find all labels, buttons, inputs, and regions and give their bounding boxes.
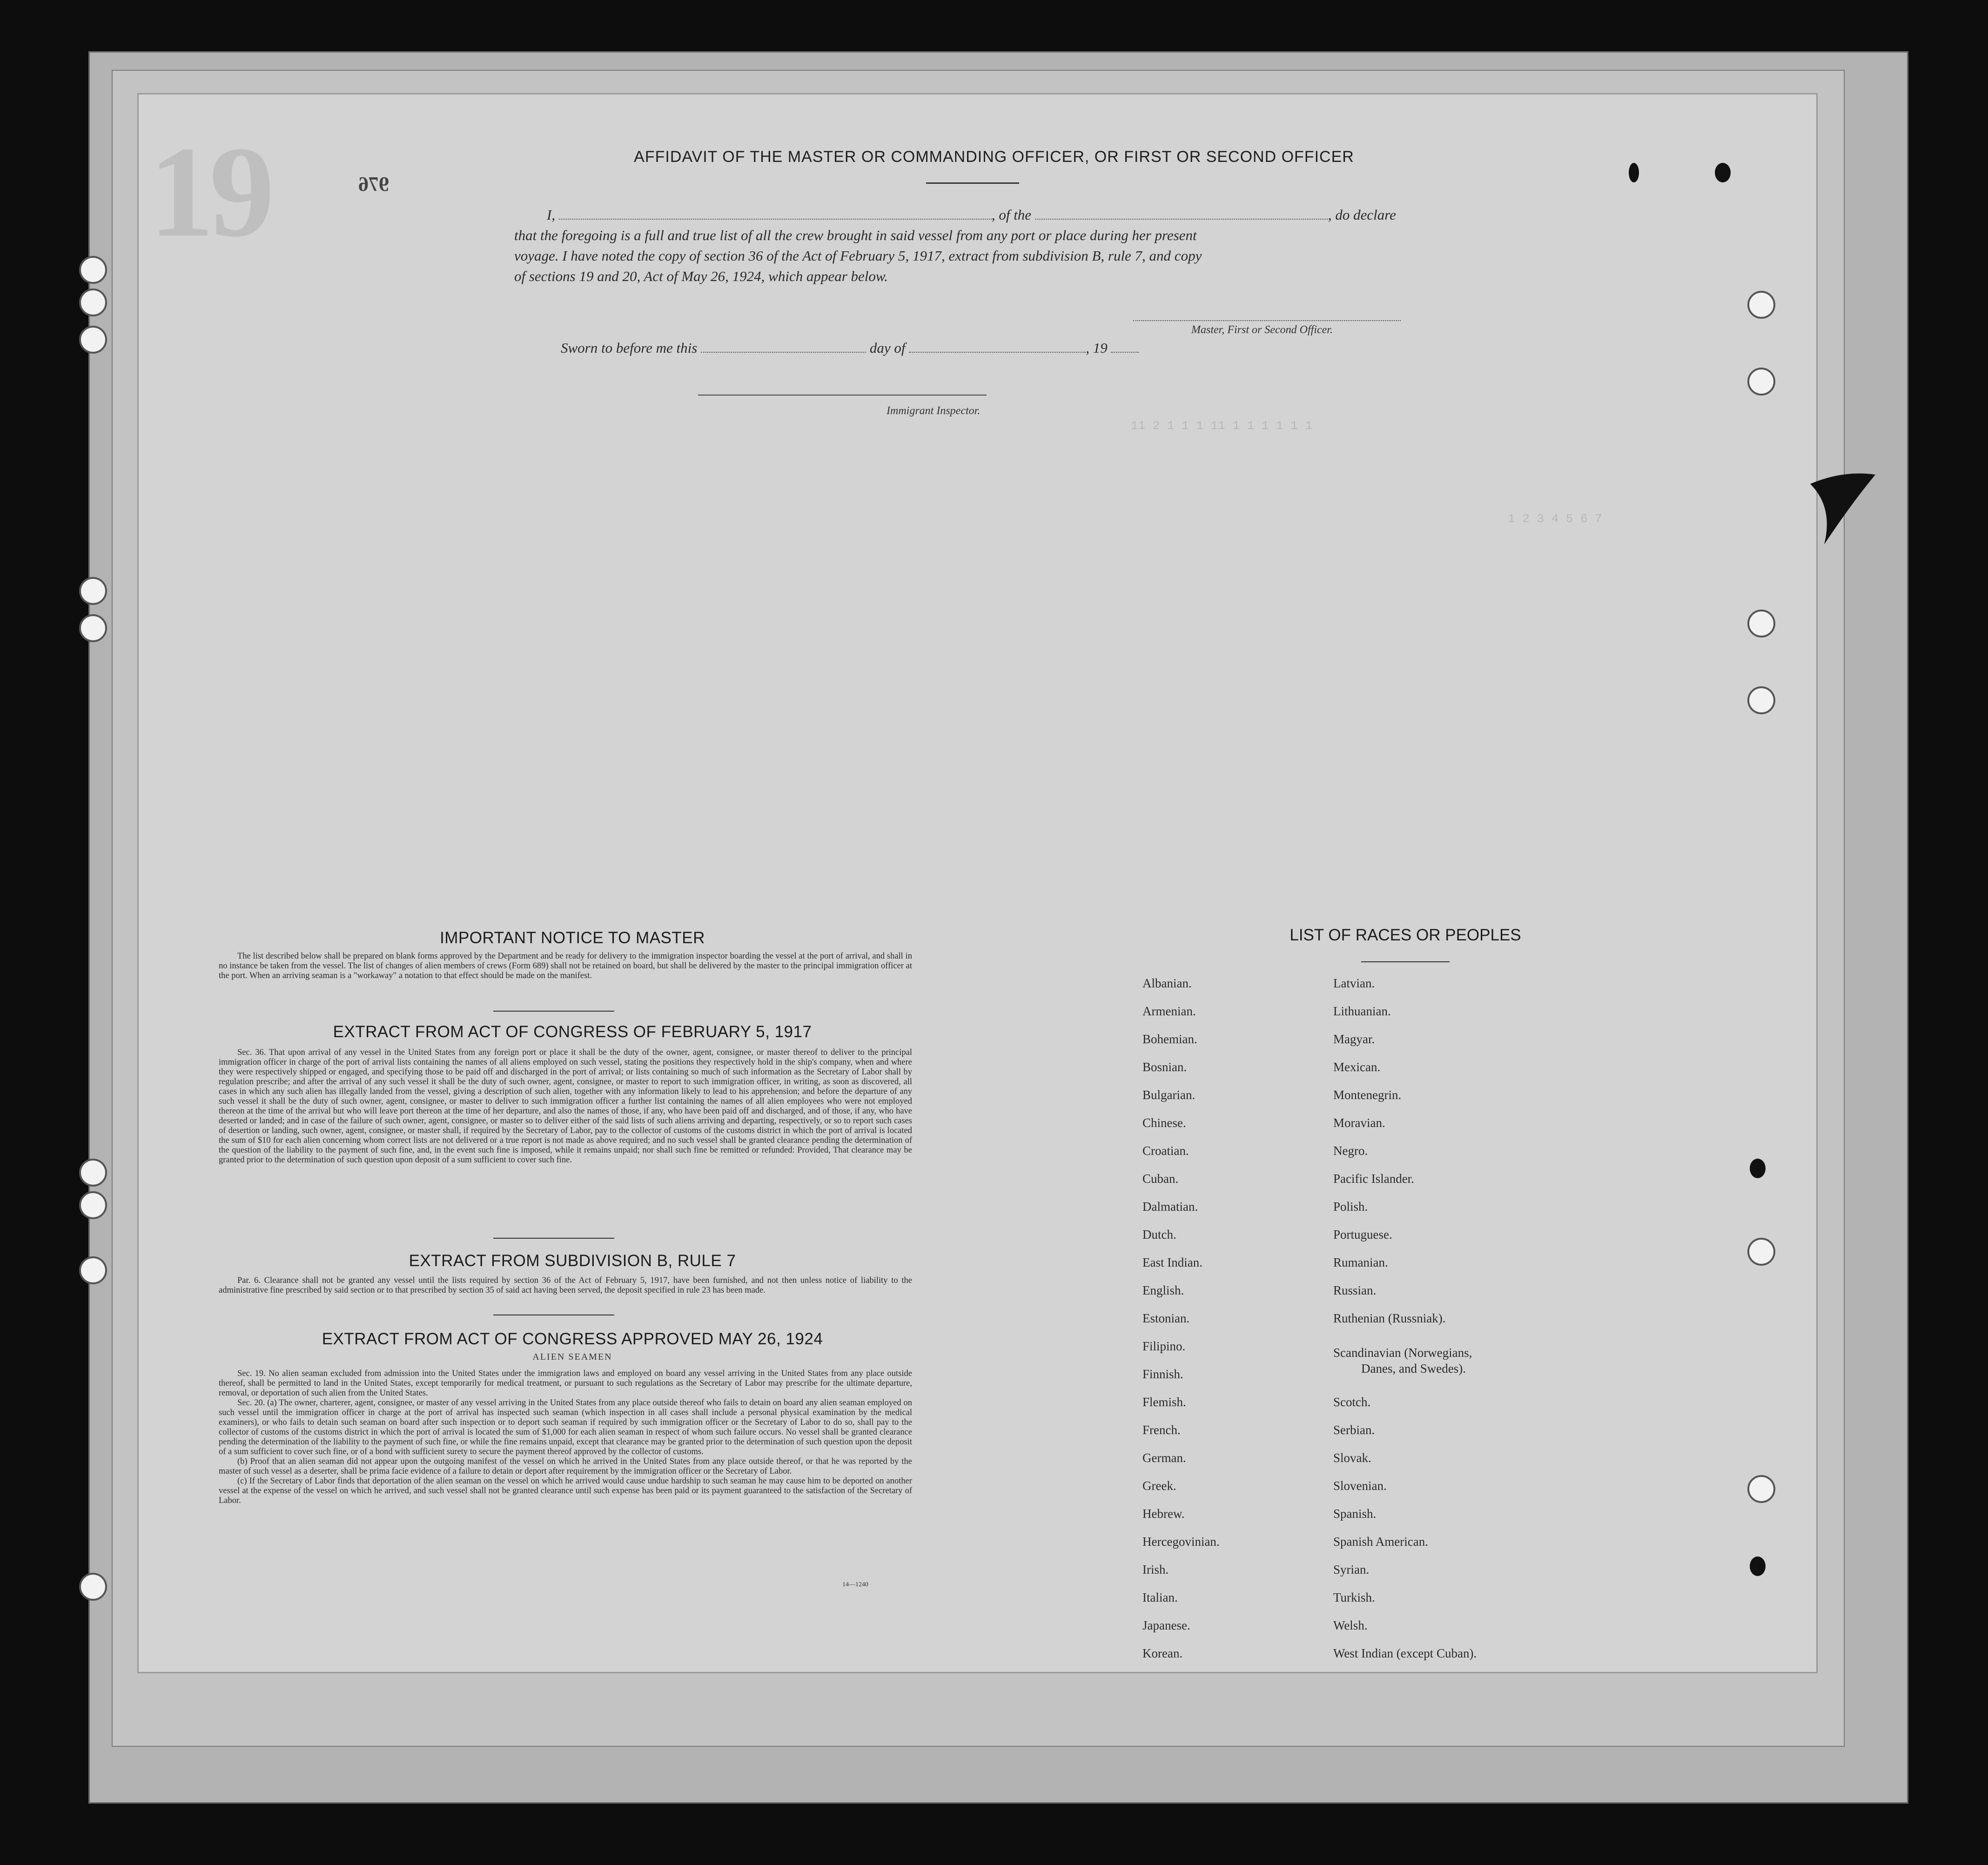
race-right: Magyar. — [1333, 1032, 1375, 1046]
extract-1924-title: EXTRACT FROM ACT OF CONGRESS APPROVED MAY 26, 1924 — [322, 1330, 823, 1348]
pen-scribble — [1806, 465, 1880, 549]
race-left: Cuban. — [1142, 1172, 1179, 1186]
race-right: Rumanian. — [1333, 1255, 1388, 1269]
race-right: Turkish. — [1333, 1590, 1375, 1604]
sec-20b-paragraph: (b) Proof that an alien seaman did not appear upon the outgoing manifest of the vessel on which he arrived in the United States from any place outside thereof, or that he was reported by the master of such vessel as a deserter, shall be prima facie evidence of a failure to detain or deport after requirement by the immigration officer or the Secretary of Labor. — [219, 1457, 912, 1476]
do-declare-label: , do declare — [1328, 207, 1396, 223]
race-right: Lithuanian. — [1333, 1004, 1391, 1018]
extract-1917-title: EXTRACT FROM ACT OF CONGRESS OF FEBRUARY 5, 1917 — [333, 1023, 812, 1041]
race-left: Bosnian. — [1142, 1060, 1187, 1074]
sworn-year-field[interactable] — [1111, 352, 1139, 353]
punch-hole — [79, 256, 107, 284]
bleed-through-text: 1 2 3 4 5 6 7 — [1508, 512, 1602, 526]
declaration-line-4: of sections 19 and 20, Act of May 26, 1924, which appear below. — [514, 268, 888, 284]
race-right: Polish. — [1333, 1200, 1368, 1214]
sworn-day-label: day of — [869, 340, 906, 356]
master-signature-caption: Master, First or Second Officer. — [1191, 324, 1333, 336]
sworn-line — [561, 340, 1139, 356]
race-right: Portuguese. — [1333, 1228, 1392, 1241]
sworn-year-label: , 19 — [1086, 340, 1108, 356]
race-right: Montenegrin. — [1333, 1088, 1402, 1102]
of-the-label: , of the — [991, 207, 1032, 223]
punch-hole — [79, 1191, 107, 1219]
race-left: Japanese. — [1142, 1618, 1190, 1632]
race-left: Chinese. — [1142, 1116, 1186, 1130]
race-right: Mexican. — [1333, 1060, 1381, 1074]
race-left: Korean. — [1142, 1646, 1183, 1660]
race-left: East Indian. — [1142, 1255, 1202, 1269]
race-left: Dutch. — [1142, 1228, 1176, 1241]
race-right: Syrian. — [1333, 1563, 1370, 1577]
race-right: Welsh. — [1333, 1618, 1368, 1632]
race-left: Armenian. — [1142, 1004, 1196, 1018]
extract-1924-body — [219, 1369, 912, 1506]
section-rule — [493, 1011, 614, 1012]
race-left: Bohemian. — [1142, 1032, 1197, 1046]
punch-hole — [79, 614, 107, 642]
race-right: Ruthenian (Russniak). — [1333, 1311, 1446, 1325]
punch-hole — [1747, 686, 1775, 714]
punch-hole — [79, 1159, 107, 1187]
race-right: West Indian (except Cuban). — [1333, 1646, 1477, 1660]
bleed-through-text: 11 2 1 1 1 11 1 1 1 1 1 1 — [1131, 419, 1313, 433]
extract-rule7-paragraph: Par. 6. Clearance shall not be granted any vessel until the lists required by section 36 of the Act of February 5, 1917, have been furnished, and not then unless notice of liability to the administrative fine prescribed by said section or to that prescribed by section 35 of said act having been served, the deposit specified in rule 23 has been made. — [219, 1276, 912, 1295]
declaration-line-3: voyage. I have noted the copy of section 36 of the Act of February 5, 1917, extract from subdivision B, rule 7, and copy — [514, 248, 1202, 264]
races-title: LIST OF RACES OR PEOPLES — [1290, 926, 1521, 944]
race-left: Irish. — [1142, 1563, 1169, 1577]
stamp-number: 976 — [358, 173, 389, 195]
race-left: Italian. — [1142, 1590, 1178, 1604]
race-right: Spanish. — [1333, 1507, 1377, 1521]
race-right: Moravian. — [1333, 1116, 1385, 1130]
race-right: Serbian. — [1333, 1423, 1375, 1437]
punch-hole — [1747, 1238, 1775, 1266]
declaration-line-1 — [514, 205, 1433, 225]
title-rule — [926, 182, 1019, 184]
important-notice-body — [219, 952, 912, 981]
race-right: Scandinavian (Norwegians, — [1333, 1346, 1472, 1360]
punch-hole — [79, 288, 107, 316]
punch-hole — [79, 1256, 107, 1284]
alien-seamen-subtitle: ALIEN SEAMEN — [532, 1352, 612, 1362]
punch-hole-dark — [1750, 1159, 1766, 1178]
race-right: Russian. — [1333, 1283, 1377, 1297]
sworn-month-field[interactable] — [909, 352, 1086, 353]
race-right: Slovak. — [1333, 1451, 1371, 1465]
race-left: Greek. — [1142, 1479, 1176, 1493]
bleed-through-number: 19 — [149, 119, 270, 264]
extract-rule7-title: EXTRACT FROM SUBDIVISION B, RULE 7 — [409, 1252, 736, 1270]
name-field[interactable] — [559, 219, 992, 220]
punch-hole — [1747, 1475, 1775, 1503]
race-left: Croatian. — [1142, 1144, 1189, 1158]
race-right: Slovenian. — [1333, 1479, 1387, 1493]
race-left: Bulgarian. — [1142, 1088, 1195, 1102]
race-right: Spanish American. — [1333, 1535, 1428, 1549]
punch-hole — [79, 1573, 107, 1601]
punch-hole — [79, 577, 107, 605]
important-notice-paragraph: The list described below shall be prepared on blank forms approved by the Department and be ready for delivery to the immigration inspector boarding the vessel at the port of arrival, and shall in no instance be taken from the vessel. The list of changes of alien members of crews (Form 689) shall not be retained on board, but shall be delivered by the master to the principal immigration officer at the port. When an arriving seaman is a "workaway" a notation to that effect should be made on the manifest. — [219, 952, 912, 980]
vessel-field[interactable] — [1035, 219, 1328, 220]
print-code: 14—1240 — [842, 1581, 868, 1588]
race-left: German. — [1142, 1451, 1186, 1465]
declaration-line-2: that the foregoing is a full and true list of all the crew brought in said vessel from any port or place during her present — [514, 227, 1197, 243]
punch-hole — [79, 326, 107, 354]
race-right: Negro. — [1333, 1144, 1368, 1158]
important-notice-title: IMPORTANT NOTICE TO MASTER — [440, 929, 705, 947]
extract-1917-body — [219, 1048, 912, 1165]
race-left: Filipino. — [1142, 1339, 1186, 1353]
sec-20c-paragraph: (c) If the Secretary of Labor finds that deportation of the alien seaman on the vessel on which he arrived would cause undue hardship to such seaman he may cause him to be deported on another vessel at the expense of the vessel on which he arrived, and such vessel shall not be granted clearance until such expense has been paid or its payment guaranteed to the satisfaction of the Secretary of Labor. — [219, 1476, 912, 1505]
inspector-caption: Immigrant Inspector. — [887, 405, 981, 417]
sworn-day-field[interactable] — [701, 352, 866, 353]
punch-hole — [1747, 610, 1775, 637]
sworn-prefix: Sworn to before me this — [561, 340, 698, 356]
sec-19-paragraph: Sec. 19. No alien seaman excluded from admission into the United States under the immigration laws and employed on board any vessel arriving in the United States from any place outside thereof, shall be permitted to land in the United States, except temporarily for medical treatment, or pursuant to such regulations as the Secretary of Labor may prescribe for the ultimate departure, removal, or deportation of such alien from the United States. — [219, 1369, 912, 1398]
punch-hole-dark — [1750, 1556, 1766, 1576]
race-right: Latvian. — [1333, 976, 1375, 990]
race-left: Flemish. — [1142, 1395, 1186, 1409]
race-left: Hercegovinian. — [1142, 1535, 1220, 1549]
races-title-rule — [1361, 961, 1450, 962]
extract-1917-paragraph: Sec. 36. That upon arrival of any vessel in the United States from any foreign port or place it shall be the duty of the owner, agent, consignee, or master thereof to deliver to the principal immigration officer in charge of the port of arrival lists containing the names of all aliens employed on such vessel, stating the positions they respectively hold in the ship's company, when and where they were respectively shipped or engaged, and specifying those to be paid off and discharged in the port of arrival; or lists containing so much of such information as the Secretary of Labor shall by regulation prescribe; and after the arrival of any such vessel it shall be the duty of such owner, agent, consignee, or master to report to such immigration officer, in writing, as soon as discovered, all cases in which any such alien has illegally landed from the vessel, giving a description of such alien, together with any information likely to lead to his apprehension; and before the departure of any such vessel it shall be the duty of such owner, agent, consignee, or master to deliver to such immigration officer a further list containing the names of all alien employees who were not employed thereon at the time of the arrival but who will leave port thereon at the time of her departure, and also the names of those, if any, who have been paid off and discharged, and of those, if any, who have deserted or landed; and in case of the failure of such owner, agent, consignee, or master so to deliver either of the said lists of such aliens arriving and departing, respectively, or so to report such cases of desertion or landing, such owner, agent, consignee, or master shall, if required by the Secretary of Labor, pay to the collector of customs of the customs district in which the port of arrival is located the sum of $10 for each alien concerning whom correct lists are not delivered or a true report is not made as above required; and no such vessel shall be granted clearance pending the determination of the question of the liability to the payment of such fine, and, in the event such fine is imposed, while it remains unpaid; nor shall such fine be remitted or refunded: Provided, That clearance may be granted prior to the determination of such question upon deposit of a sum sufficient to cover such fine. — [219, 1048, 912, 1165]
race-right: Scotch. — [1333, 1395, 1371, 1409]
race-left: Dalmatian. — [1142, 1200, 1198, 1214]
extract-rule7-body — [219, 1276, 912, 1295]
race-left: Finnish. — [1142, 1367, 1183, 1381]
race-left: French. — [1142, 1423, 1181, 1437]
punch-hole — [1747, 368, 1775, 396]
inspector-signature-line[interactable] — [698, 395, 987, 396]
race-left: Hebrew. — [1142, 1507, 1185, 1521]
punch-hole — [1747, 291, 1775, 319]
affidavit-title: AFFIDAVIT OF THE MASTER OR COMMANDING OFFICER, OR FIRST OR SECOND OFFICER — [634, 148, 1354, 166]
section-rule — [493, 1238, 614, 1239]
pronoun: I, — [547, 207, 556, 223]
race-right: Danes, and Swedes). — [1361, 1362, 1466, 1375]
race-left: English. — [1142, 1283, 1184, 1297]
declaration-text — [514, 205, 1433, 287]
sec-20a-paragraph: Sec. 20. (a) The owner, charterer, agent, consignee, or master of any vessel arriving in the United States from any place outside thereof who fails to detain on board any alien seaman employed on such vessel until the immigration officer in charge at the port of arrival has inspected such seaman (which inspection in all cases shall include a personal physical examination by the medical examiners), or who fails to detain such seaman on board after such inspection or to deport such seaman if required by such immigration officer or the Secretary of Labor to do so, shall pay to the collector of customs of the customs district in which the port of arrival is located the sum of $1,000 for each alien seaman in respect of whom such failure occurs. No vessel shall be granted clearance pending the determination of the liability to the payment of such fine, or while the fine remains unpaid, except that clearance may be granted prior to the determination of such question upon the deposit of a sum sufficient to cover such fine, or of a bond with sufficient surety to secure the payment thereof approved by the collector of customs. — [219, 1398, 912, 1456]
race-right: Pacific Islander. — [1333, 1172, 1414, 1186]
race-left: Albanian. — [1142, 976, 1192, 990]
master-signature-line[interactable] — [1133, 320, 1401, 321]
race-left: Estonian. — [1142, 1311, 1190, 1325]
